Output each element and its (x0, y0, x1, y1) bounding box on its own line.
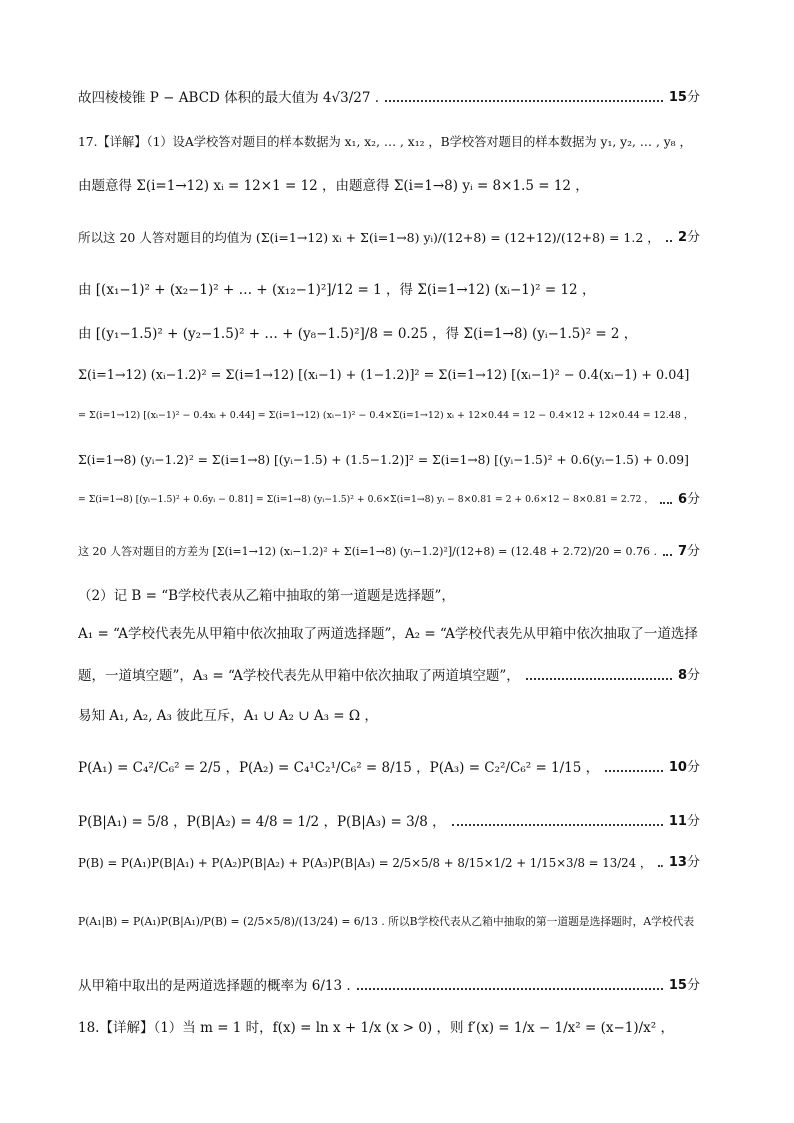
score-unit: 分 (686, 544, 700, 559)
line-text: 由题意得 Σ(i=1→12) xᵢ = 12×1 = 12 ，由题意得 Σ(i=1→8) yᵢ = 8×1.5 = 12 ， (78, 178, 589, 194)
line-text: 由 [(y₁−1.5)² + (y₂−1.5)² + … + (y₈−1.5)²]/8 = 0.25 ，得 Σ(i=1→8) (yᵢ−1.5)² = 2 ， (78, 326, 638, 342)
score-value: 10 (668, 760, 687, 775)
line-text: P(A₁|B) = P(A₁)P(B|A₁)/P(B) = (2/5×5/8)/(13/24) = 6/13 . 所以B学校代表从乙箱中抽取的第一道题是选择题时，A学校代表 (78, 915, 695, 928)
line-16 (78, 760, 700, 776)
score-value: 13 (668, 855, 687, 870)
line-4 (78, 230, 700, 246)
score-value: 7 (677, 544, 687, 559)
line-text: （2）记 B = “B学校代表从乙箱中抽取的第一道题是选择题”， (78, 588, 455, 604)
dotted-leader (605, 770, 663, 772)
line-3 (78, 178, 700, 194)
line-13 (78, 626, 700, 642)
score-value: 8 (677, 668, 687, 683)
dotted-leader (666, 240, 672, 242)
line-9 (78, 452, 700, 468)
line-11 (78, 544, 700, 560)
line-text: 这 20 人答对题目的方差为 [Σ(i=1→12) (xᵢ−1.2)² + Σ(i=1→8) (yᵢ−1.2)²]/(12+8) = (12.48 + 2.72)/20 = 0.76 . (78, 545, 658, 558)
line-10 (78, 492, 700, 508)
score-unit: 分 (686, 760, 700, 775)
dotted-leader (663, 554, 672, 556)
score-value: 6 (677, 492, 687, 507)
dotted-leader (526, 678, 672, 680)
line-15 (78, 708, 700, 724)
score-unit: 分 (686, 492, 700, 507)
dotted-leader (452, 824, 663, 826)
line-19 (78, 914, 700, 930)
line-text: 所以这 20 人答对题目的均值为 (Σ(i=1→12) xᵢ + Σ(i=1→8) yᵢ)/(12+8) = (12+12)/(12+8) = 1.2 ， (78, 230, 660, 245)
line-21 (78, 1020, 700, 1036)
line-text: 易知 A₁, A₂, A₃ 彼此互斥，A₁ ∪ A₂ ∪ A₃ = Ω ， (78, 708, 378, 724)
line-text: 18.【详解】（1）当 m = 1 时，f(x) = ln x + 1/x (x > 0) ，则 f′(x) = 1/x − 1/x² = (x−1)/x² ， (78, 1020, 674, 1036)
score-unit: 分 (686, 90, 700, 105)
line-text: Σ(i=1→8) (yᵢ−1.2)² = Σ(i=1→8) [(yᵢ−1.5) + (1.5−1.2)]² = Σ(i=1→8) [(yᵢ−1.5)² + 0.6(yᵢ−1.5) + 0.09] (78, 453, 689, 467)
line-text: P(B) = P(A₁)P(B|A₁) + P(A₂)P(B|A₂) + P(A₃)P(B|A₃) = 2/5×5/8 + 8/15×1/2 + 1/15×3/8 = 13/24 ， (78, 856, 652, 870)
line-text: 17.【详解】（1）设A学校答对题目的样本数据为 x₁, x₂, … , x₁₂ ，B学校答对题目的样本数据为 y₁, y₂, … , y₈ ， (78, 135, 692, 149)
dotted-leader (660, 502, 672, 504)
score-value: 2 (677, 230, 687, 245)
score-unit: 分 (686, 978, 700, 993)
score-unit: 分 (686, 814, 700, 829)
line-text: A₁ = “A学校代表先从甲箱中依次抽取了两道选择题”，A₂ = “A学校代表先从甲箱中依次抽取了一道选择 (78, 626, 698, 642)
line-text: 从甲箱中取出的是两道选择题的概率为 6/13 . (78, 978, 351, 994)
line-14 (78, 668, 700, 684)
score-value: 11 (668, 814, 687, 829)
line-2 (78, 134, 700, 150)
line-7 (78, 368, 700, 384)
dotted-leader (385, 100, 663, 102)
dotted-leader (658, 865, 663, 867)
line-17 (78, 814, 700, 830)
line-text: Σ(i=1→12) (xᵢ−1.2)² = Σ(i=1→12) [(xᵢ−1) + (1−1.2)]² = Σ(i=1→12) [(xᵢ−1)² − 0.4(xᵢ−1) + 0.04] (78, 368, 690, 383)
line-1 (78, 90, 700, 106)
line-text: P(A₁) = C₄²/C₆² = 2/5 ，P(A₂) = C₄¹C₂¹/C₆² = 8/15 ，P(A₃) = C₂²/C₆² = 1/15 ， (78, 760, 600, 776)
line-text: = Σ(i=1→8) [(yᵢ−1.5)² + 0.6yᵢ − 0.81] = Σ(i=1→8) (yᵢ−1.5)² + 0.6×Σ(i=1→8) yᵢ − 8×0.81 = 2 + 0.6×12 − 8×0.81 = 2.72 ， (78, 494, 654, 505)
line-18 (78, 855, 700, 871)
line-12 (78, 588, 700, 604)
line-text: P(B|A₁) = 5/8 ，P(B|A₂) = 4/8 = 1/2 ，P(B|A₃) = 3/8 ， (78, 814, 446, 830)
line-6 (78, 326, 700, 342)
score-value: 15 (668, 978, 687, 993)
score-unit: 分 (686, 855, 700, 870)
score-unit: 分 (686, 668, 700, 683)
line-text: = Σ(i=1→12) [(xᵢ−1)² − 0.4xᵢ + 0.44] = Σ(i=1→12) (xᵢ−1)² − 0.4×Σ(i=1→12) xᵢ + 12×0.44 = 12 − 0.4×12 + 12×0.44 = 12.48 ， (78, 410, 694, 421)
line-20 (78, 978, 700, 994)
line-text: 故四棱棱锥 P − ABCD 体积的最大值为 4√3/27 . (78, 90, 380, 106)
line-8 (78, 408, 700, 424)
line-5 (78, 282, 700, 298)
score-unit: 分 (686, 230, 700, 245)
dotted-leader (357, 988, 663, 990)
line-text: 由 [(x₁−1)² + (x₂−1)² + … + (x₁₂−1)²]/12 = 1 ，得 Σ(i=1→12) (xᵢ−1)² = 12 ， (78, 282, 596, 298)
score-value: 15 (668, 90, 687, 105)
line-text: 题，一道填空题”，A₃ = “A学校代表先从甲箱中依次抽取了两道填空题”， (78, 668, 520, 684)
